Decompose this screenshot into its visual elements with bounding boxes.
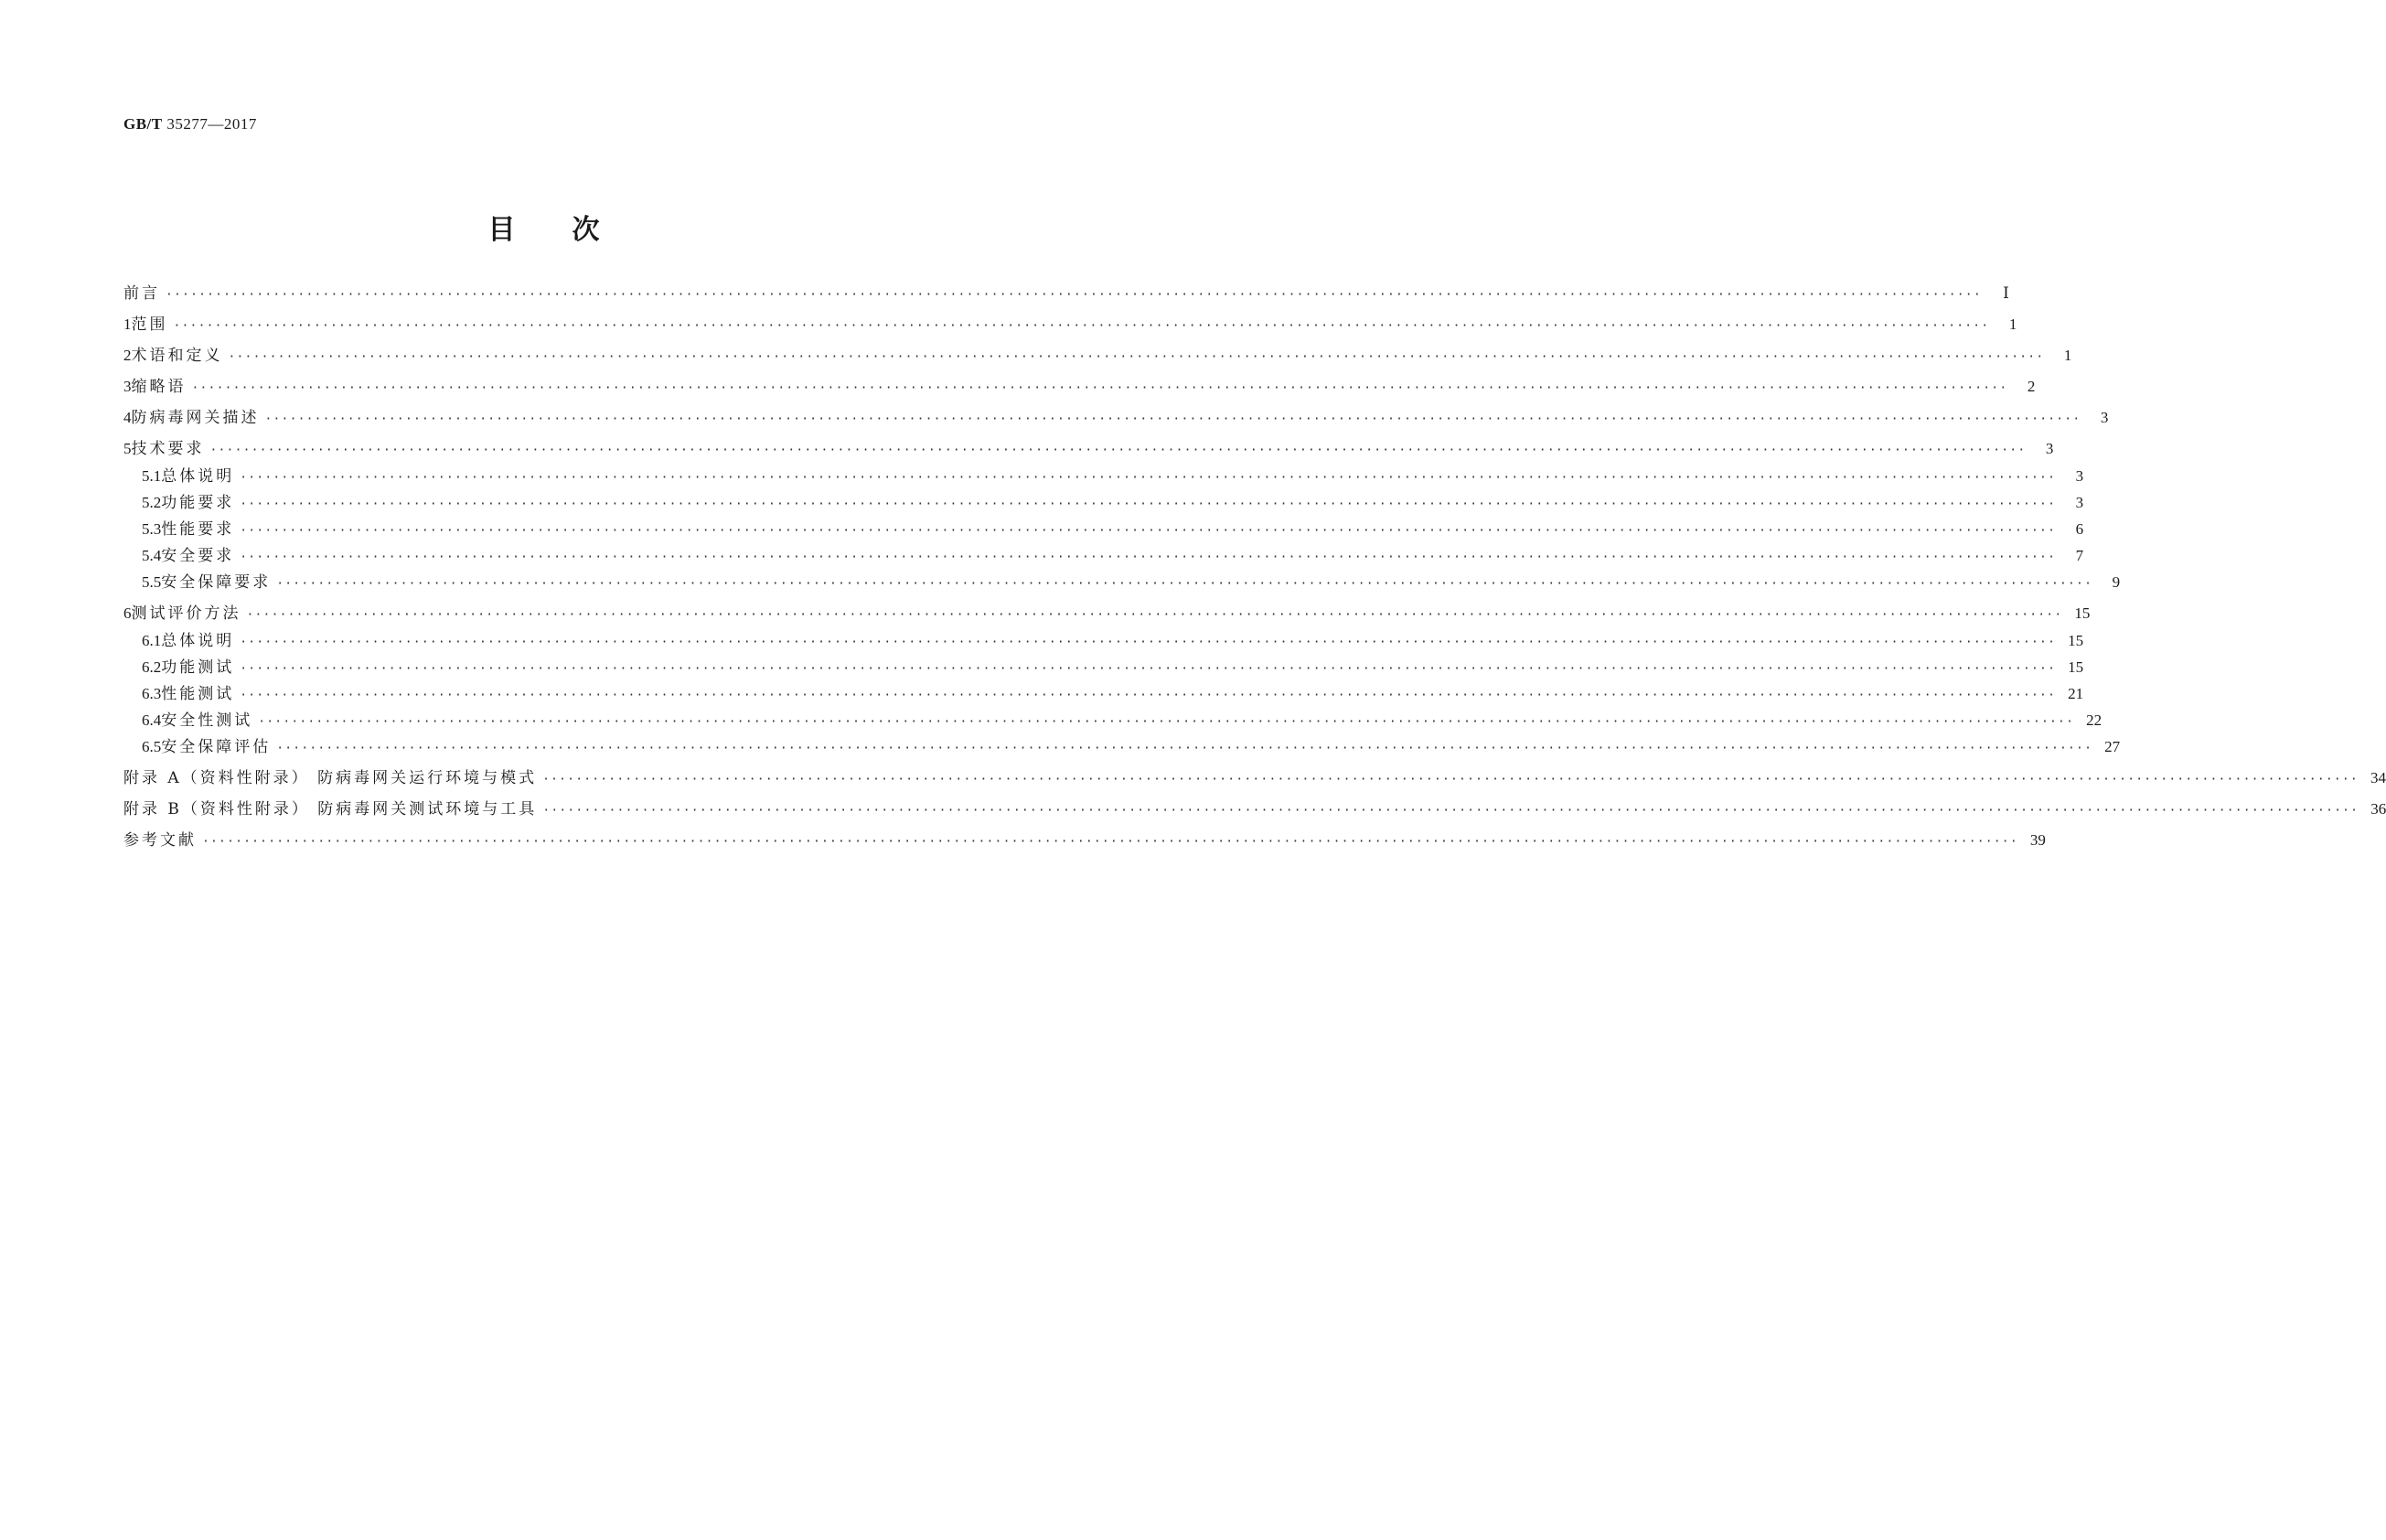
toc-leader-dots: ···························································································································································································································· (240, 497, 2057, 511)
toc-entry-number: 6.5 (142, 738, 162, 755)
toc-leader-dots: ···························································································································································································································· (209, 444, 2027, 457)
toc-leader-dots: ···························································································································································································································· (166, 288, 1982, 302)
toc-leader-dots: ···························································································································································································································· (542, 773, 2359, 786)
toc-entry-page-number: 27 (2104, 738, 2121, 755)
toc-entry-label: 附录 B（资料性附录） 防病毒网关测试环境与工具 (123, 800, 538, 818)
toc-leader-dots: ···························································································································································································································· (240, 636, 2057, 649)
toc-entry-label: 防病毒网关描述 (131, 409, 260, 427)
standard-year: 35277—2017 (166, 115, 257, 133)
toc-entry-label: 功能要求 (161, 494, 235, 512)
toc-entry[interactable] (142, 707, 2102, 730)
toc-entry-number: 5 (123, 440, 132, 457)
toc-entry-page-number: 15 (2074, 604, 2091, 622)
toc-entry-page-number: 1 (2008, 315, 2017, 333)
toc-entry[interactable] (123, 827, 2046, 850)
toc-leader-dots: ···························································································································································································································· (240, 524, 2057, 538)
toc-leader-dots: ···························································································································································································································· (173, 319, 1990, 333)
standard-code: GB/T (123, 115, 163, 133)
table-of-contents (123, 0, 2386, 1540)
toc-entry[interactable] (123, 435, 2054, 458)
toc-entry-page-number: 39 (2029, 831, 2046, 849)
toc-entry-label: 前言 (123, 284, 160, 303)
toc-entry-label: 测试评价方法 (131, 604, 241, 623)
toc-entry-label: 安全性测试 (161, 711, 253, 730)
toc-entry-label: 参考文献 (123, 831, 197, 850)
toc-entry[interactable] (142, 489, 2084, 512)
toc-leader-dots: ···························································································································································································································· (228, 350, 2045, 364)
toc-entry-number: 5.3 (142, 520, 162, 538)
toc-entry-number: 4 (123, 409, 132, 426)
toc-entry-number: 6.2 (142, 658, 162, 676)
toc-entry-label: 安全要求 (161, 547, 235, 565)
toc-entry-number: 5.5 (142, 573, 162, 591)
toc-entry[interactable] (123, 280, 2009, 303)
toc-entry-page-number: 1 (2063, 347, 2072, 364)
toc-leader-dots: ···························································································································································································································· (202, 835, 2018, 849)
toc-entry-page-number: 2 (2027, 378, 2036, 395)
toc-entry[interactable] (123, 796, 2386, 818)
toc-entry-label: 术语和定义 (131, 347, 223, 365)
toc-entry-label: 总体说明 (161, 632, 235, 650)
toc-entry[interactable] (142, 654, 2084, 677)
toc-leader-dots: ···························································································································································································································· (240, 551, 2057, 564)
toc-entry-page-number: 3 (2075, 494, 2084, 511)
toc-entry-page-number: 9 (2112, 573, 2121, 591)
toc-entry-number: 5.2 (142, 494, 162, 511)
toc-entry-number: 6 (123, 604, 132, 622)
toc-entry-page-number: 6 (2075, 520, 2084, 538)
toc-entry-page-number: 21 (2068, 685, 2084, 702)
toc-entry-page-number: 36 (2370, 800, 2386, 818)
toc-entry[interactable] (142, 569, 2121, 592)
toc-entry[interactable] (123, 765, 2386, 787)
toc-entry-page-number: 3 (2100, 409, 2109, 426)
toc-entry-page-number: 34 (2370, 769, 2386, 786)
toc-entry-number: 6.1 (142, 632, 162, 649)
toc-entry-page-number: 7 (2075, 547, 2084, 564)
toc-leader-dots: ···························································································································································································································· (276, 577, 2093, 591)
page-title-char-1: 目 (487, 214, 518, 246)
toc-leader-dots: ···························································································································································································································· (258, 715, 2075, 729)
toc-leader-dots: ···························································································································································································································· (246, 608, 2063, 622)
toc-entry-page-number: 15 (2068, 632, 2084, 649)
toc-leader-dots: ···························································································································································································································· (240, 689, 2057, 702)
toc-entry[interactable] (142, 463, 2084, 486)
toc-entry[interactable] (142, 733, 2121, 756)
toc-entry-number: 6.4 (142, 711, 162, 729)
toc-leader-dots: ···························································································································································································································· (240, 662, 2057, 676)
toc-leader-dots: ···························································································································································································································· (276, 742, 2093, 755)
toc-entry-page-number: 22 (2086, 711, 2102, 729)
toc-leader-dots: ···························································································································································································································· (542, 804, 2359, 818)
page-title-char-2: 次 (572, 214, 602, 246)
toc-entry-page-number: 3 (2045, 440, 2054, 457)
toc-entry-label: 性能测试 (161, 685, 235, 703)
toc-entry[interactable] (123, 600, 2091, 623)
toc-entry-page-number: Ⅰ (2003, 284, 2009, 302)
toc-entry-number: 3 (123, 378, 132, 395)
toc-entry-label: 缩略语 (131, 378, 187, 396)
toc-entry-page-number: 15 (2068, 658, 2084, 676)
toc-entry-label: 范围 (131, 315, 168, 334)
toc-entry[interactable] (123, 373, 2036, 396)
toc-leader-dots: ···························································································································································································································· (191, 381, 2008, 395)
toc-entry-number: 1 (123, 315, 132, 333)
toc-entry-label: 技术要求 (131, 440, 205, 458)
toc-entry[interactable] (123, 311, 2017, 334)
toc-entry-label: 总体说明 (161, 467, 235, 486)
toc-entry[interactable] (123, 342, 2072, 365)
toc-entry-number: 2 (123, 347, 132, 364)
toc-entry-label: 性能要求 (161, 520, 235, 539)
toc-entry[interactable] (142, 627, 2084, 650)
toc-entry-label: 附录 A（资料性附录） 防病毒网关运行环境与模式 (123, 769, 538, 787)
toc-entry[interactable] (142, 516, 2084, 539)
toc-entry-label: 功能测试 (161, 658, 235, 677)
toc-entry[interactable] (123, 404, 2109, 427)
toc-leader-dots: ···························································································································································································································· (264, 412, 2081, 426)
toc-entry-number: 5.1 (142, 467, 162, 485)
toc-entry-number: 5.4 (142, 547, 162, 564)
toc-leader-dots: ···························································································································································································································· (240, 471, 2057, 485)
toc-entry[interactable] (142, 542, 2084, 565)
toc-entry-number: 6.3 (142, 685, 162, 702)
toc-entry-label: 安全保障要求 (161, 573, 272, 592)
toc-entry-label: 安全保障评估 (161, 738, 272, 756)
toc-entry-page-number: 3 (2075, 467, 2084, 485)
toc-entry[interactable] (142, 680, 2084, 703)
